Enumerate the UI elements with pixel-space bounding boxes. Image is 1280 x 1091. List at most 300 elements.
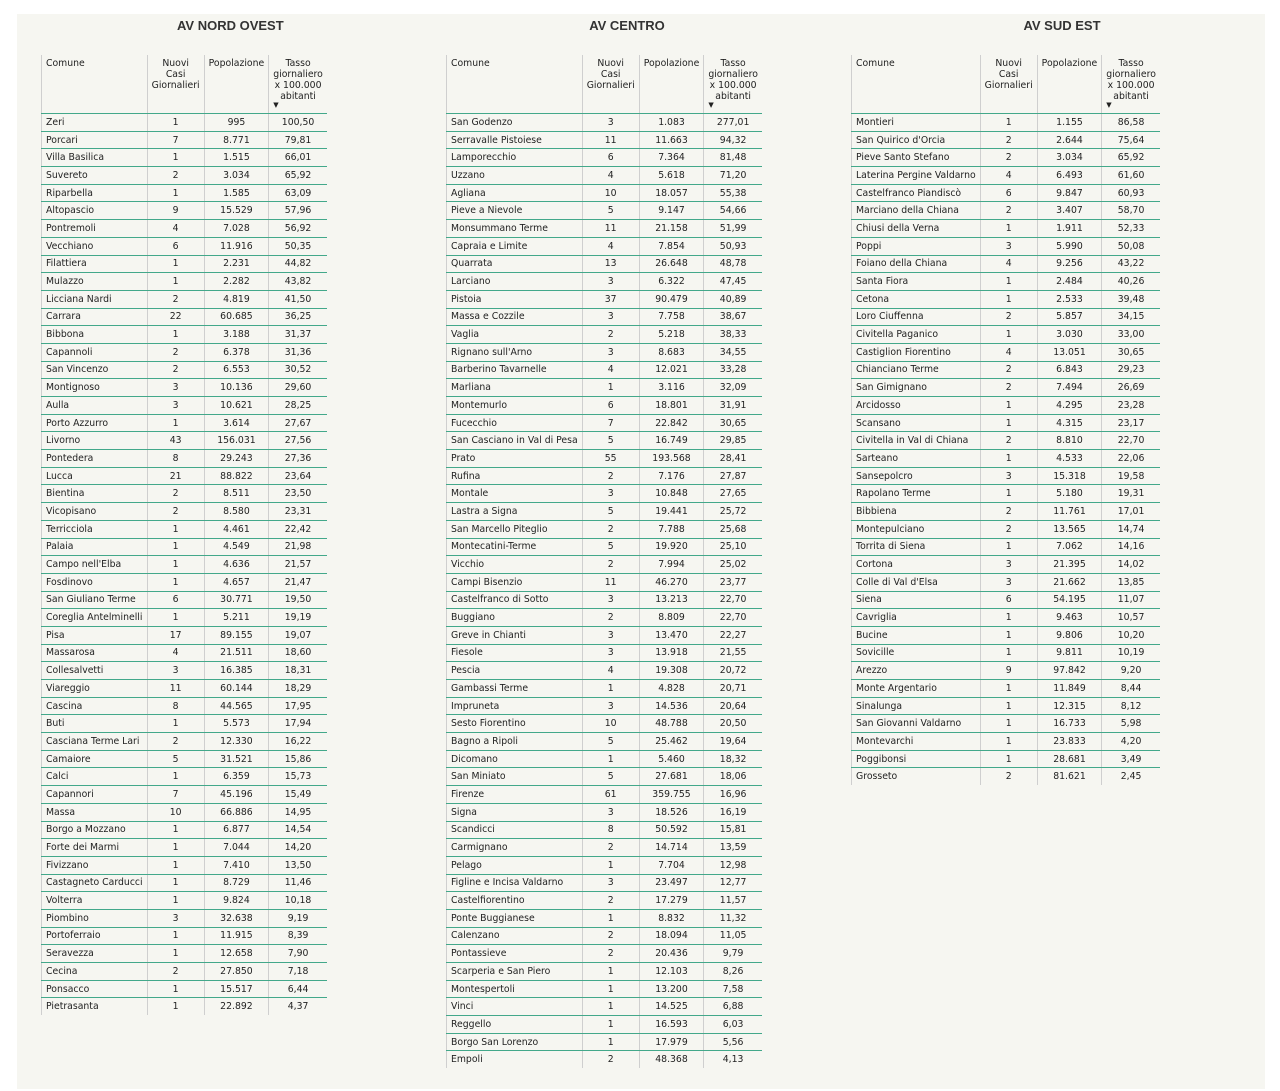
comune-cell: Barberino Tavarnelle xyxy=(447,361,583,379)
comune-cell: Montieri xyxy=(852,114,981,132)
table-row xyxy=(42,697,327,715)
popolazione-cell: 1.911 xyxy=(1037,220,1102,238)
comune-cell: Camaiore xyxy=(42,750,148,768)
tasso-cell: 13,85 xyxy=(1102,573,1160,591)
table-row xyxy=(852,573,1160,591)
nuovi-casi-cell: 9 xyxy=(980,662,1037,680)
nuovi-casi-cell: 2 xyxy=(582,520,639,538)
nuovi-casi-cell: 1 xyxy=(147,839,204,857)
nuovi-casi-cell: 1 xyxy=(980,220,1037,238)
tasso-cell: 43,82 xyxy=(269,273,327,291)
tasso-cell: 22,27 xyxy=(704,626,762,644)
nuovi-casi-cell: 11 xyxy=(582,131,639,149)
popolazione-cell: 5.460 xyxy=(639,750,704,768)
comune-cell: Montignoso xyxy=(42,379,148,397)
comune-cell: Siena xyxy=(852,591,981,609)
popolazione-cell: 3.030 xyxy=(1037,326,1102,344)
popolazione-cell: 18.801 xyxy=(639,397,704,415)
tasso-cell: 30,65 xyxy=(1102,343,1160,361)
comune-cell: Loro Ciuffenna xyxy=(852,308,981,326)
popolazione-cell: 4.636 xyxy=(204,556,269,574)
popolazione-cell: 8.683 xyxy=(639,343,704,361)
table-row xyxy=(42,273,327,291)
column-header-popolazione xyxy=(204,55,269,114)
tasso-cell: 14,95 xyxy=(269,803,327,821)
tasso-cell: 27,87 xyxy=(704,467,762,485)
nuovi-casi-cell: 3 xyxy=(582,485,639,503)
table-row xyxy=(447,485,762,503)
table-row xyxy=(852,273,1160,291)
comune-cell: Foiano della Chiana xyxy=(852,255,981,273)
table-row xyxy=(42,556,327,574)
table-row xyxy=(852,397,1160,415)
comune-cell: Arezzo xyxy=(852,662,981,680)
nuovi-casi-cell: 5 xyxy=(582,503,639,521)
tasso-cell: 86,58 xyxy=(1102,114,1160,132)
popolazione-cell: 9.147 xyxy=(639,202,704,220)
popolazione-cell: 19.441 xyxy=(639,503,704,521)
table-row xyxy=(852,167,1160,185)
popolazione-cell: 14.536 xyxy=(639,697,704,715)
nuovi-casi-cell: 1 xyxy=(147,538,204,556)
tasso-cell: 10,57 xyxy=(1102,609,1160,627)
tasso-cell: 19,19 xyxy=(269,609,327,627)
table-row xyxy=(42,963,327,981)
table-row xyxy=(447,680,762,698)
region-title: AV SUD EST xyxy=(1023,18,1101,33)
nuovi-casi-cell: 1 xyxy=(147,556,204,574)
nuovi-casi-cell: 1 xyxy=(980,609,1037,627)
comune-cell: Dicomano xyxy=(447,750,583,768)
sort-descending-icon[interactable]: ▼ xyxy=(1106,101,1112,109)
tasso-cell: 25,02 xyxy=(704,556,762,574)
tasso-cell: 5,98 xyxy=(1102,715,1160,733)
tasso-cell: 43,22 xyxy=(1102,255,1160,273)
table-row xyxy=(447,927,762,945)
comune-cell: Cecina xyxy=(42,963,148,981)
tasso-cell: 30,65 xyxy=(704,414,762,432)
nuovi-casi-cell: 2 xyxy=(147,733,204,751)
nuovi-casi-cell: 1 xyxy=(582,998,639,1016)
popolazione-cell: 27.850 xyxy=(204,963,269,981)
nuovi-casi-cell: 3 xyxy=(582,308,639,326)
nuovi-casi-cell: 1 xyxy=(147,821,204,839)
comune-cell: Altopascio xyxy=(42,202,148,220)
table-row xyxy=(447,379,762,397)
tasso-cell: 14,74 xyxy=(1102,520,1160,538)
popolazione-cell: 9.256 xyxy=(1037,255,1102,273)
tasso-cell: 33,00 xyxy=(1102,326,1160,344)
column-header-comune xyxy=(852,55,981,114)
comune-cell: Capraia e Limite xyxy=(447,237,583,255)
tasso-cell: 40,89 xyxy=(704,290,762,308)
sort-descending-icon[interactable]: ▼ xyxy=(273,101,279,109)
comune-cell: Pieve a Nievole xyxy=(447,202,583,220)
column-header-tasso[interactable] xyxy=(704,55,762,114)
tasso-cell: 27,67 xyxy=(269,414,327,432)
popolazione-cell: 15.517 xyxy=(204,980,269,998)
popolazione-cell: 8.771 xyxy=(204,131,269,149)
tasso-cell: 15,86 xyxy=(269,750,327,768)
nuovi-casi-cell: 17 xyxy=(147,626,204,644)
table-row xyxy=(42,998,327,1015)
comune-cell: Rapolano Terme xyxy=(852,485,981,503)
table-row xyxy=(852,343,1160,361)
popolazione-cell: 11.915 xyxy=(204,927,269,945)
nuovi-casi-cell: 2 xyxy=(980,379,1037,397)
comune-cell: Castelfiorentino xyxy=(447,892,583,910)
table-row xyxy=(42,414,327,432)
popolazione-cell: 2.282 xyxy=(204,273,269,291)
popolazione-cell: 7.062 xyxy=(1037,538,1102,556)
nuovi-casi-cell: 1 xyxy=(980,715,1037,733)
popolazione-cell: 50.592 xyxy=(639,821,704,839)
popolazione-cell: 3.188 xyxy=(204,326,269,344)
table-row xyxy=(42,450,327,468)
nuovi-casi-cell: 1 xyxy=(980,538,1037,556)
popolazione-cell: 6.322 xyxy=(639,273,704,291)
table-row xyxy=(447,414,762,432)
tasso-cell: 6,44 xyxy=(269,980,327,998)
tasso-cell: 29,85 xyxy=(704,432,762,450)
comune-cell: Calenzano xyxy=(447,927,583,945)
popolazione-cell: 20.436 xyxy=(639,945,704,963)
popolazione-cell: 32.638 xyxy=(204,909,269,927)
tasso-cell: 10,18 xyxy=(269,892,327,910)
comune-cell: Fivizzano xyxy=(42,856,148,874)
nuovi-casi-cell: 2 xyxy=(582,892,639,910)
comune-cell: Porcari xyxy=(42,131,148,149)
tasso-cell: 14,20 xyxy=(269,839,327,857)
table-row xyxy=(447,184,762,202)
popolazione-cell: 2.231 xyxy=(204,255,269,273)
table-row xyxy=(447,167,762,185)
nuovi-casi-cell: 3 xyxy=(582,644,639,662)
table-row xyxy=(42,538,327,556)
nuovi-casi-cell: 7 xyxy=(147,131,204,149)
nuovi-casi-cell: 2 xyxy=(582,945,639,963)
tasso-cell: 8,44 xyxy=(1102,680,1160,698)
comune-cell: San Casciano in Val di Pesa xyxy=(447,432,583,450)
nuovi-casi-cell: 1 xyxy=(980,450,1037,468)
popolazione-cell: 19.920 xyxy=(639,538,704,556)
comune-cell: Porto Azzurro xyxy=(42,414,148,432)
comune-cell: Empoli xyxy=(447,1051,583,1068)
tasso-cell: 14,16 xyxy=(1102,538,1160,556)
comune-cell: Cetona xyxy=(852,290,981,308)
table-row xyxy=(447,149,762,167)
table-row xyxy=(447,432,762,450)
table-row xyxy=(447,821,762,839)
nuovi-casi-cell: 1 xyxy=(147,768,204,786)
popolazione-cell: 8.729 xyxy=(204,874,269,892)
tasso-cell: 51,99 xyxy=(704,220,762,238)
comune-cell: Pisa xyxy=(42,626,148,644)
nuovi-casi-cell: 1 xyxy=(980,326,1037,344)
comune-cell: Greve in Chianti xyxy=(447,626,583,644)
table-row xyxy=(42,626,327,644)
popolazione-cell: 12.021 xyxy=(639,361,704,379)
popolazione-cell: 11.916 xyxy=(204,237,269,255)
tasso-cell: 10,20 xyxy=(1102,626,1160,644)
comune-cell: Scansano xyxy=(852,414,981,432)
popolazione-cell: 8.580 xyxy=(204,503,269,521)
comune-cell: Cortona xyxy=(852,556,981,574)
tasso-cell: 55,38 xyxy=(704,184,762,202)
table-row xyxy=(447,644,762,662)
tasso-cell: 11,57 xyxy=(704,892,762,910)
popolazione-cell: 10.848 xyxy=(639,485,704,503)
table-row xyxy=(852,237,1160,255)
popolazione-cell: 16.749 xyxy=(639,432,704,450)
tasso-cell: 7,58 xyxy=(704,980,762,998)
popolazione-cell: 81.621 xyxy=(1037,768,1102,785)
nuovi-casi-cell: 1 xyxy=(147,573,204,591)
comune-cell: Agliana xyxy=(447,184,583,202)
comune-cell: Laterina Pergine Valdarno xyxy=(852,167,981,185)
comune-cell: Signa xyxy=(447,803,583,821)
nuovi-casi-cell: 2 xyxy=(147,167,204,185)
nuovi-casi-cell: 1 xyxy=(147,326,204,344)
table-row xyxy=(852,131,1160,149)
table-row xyxy=(447,768,762,786)
table-row xyxy=(852,715,1160,733)
comune-cell: Vecchiano xyxy=(42,237,148,255)
tasso-cell: 11,07 xyxy=(1102,591,1160,609)
nuovi-casi-cell: 61 xyxy=(582,786,639,804)
tasso-cell: 25,72 xyxy=(704,503,762,521)
comune-cell: Larciano xyxy=(447,273,583,291)
comune-cell: Vicchio xyxy=(447,556,583,574)
comune-cell: Buti xyxy=(42,715,148,733)
column-header-popolazione xyxy=(639,55,704,114)
popolazione-cell: 4.819 xyxy=(204,290,269,308)
tasso-cell: 79,81 xyxy=(269,131,327,149)
popolazione-cell: 7.044 xyxy=(204,839,269,857)
nuovi-casi-cell: 5 xyxy=(582,733,639,751)
tasso-cell: 27,36 xyxy=(269,450,327,468)
comune-cell: Montevarchi xyxy=(852,733,981,751)
table-row xyxy=(852,114,1160,132)
popolazione-cell: 13.470 xyxy=(639,626,704,644)
tasso-cell: 16,19 xyxy=(704,803,762,821)
tasso-cell: 4,13 xyxy=(704,1051,762,1068)
table-row xyxy=(447,909,762,927)
popolazione-cell: 5.573 xyxy=(204,715,269,733)
nuovi-casi-cell: 4 xyxy=(980,167,1037,185)
comune-cell: Livorno xyxy=(42,432,148,450)
comune-cell: Licciana Nardi xyxy=(42,290,148,308)
popolazione-cell: 15.318 xyxy=(1037,467,1102,485)
comune-cell: Buggiano xyxy=(447,609,583,627)
nuovi-casi-cell: 2 xyxy=(147,485,204,503)
tasso-cell: 48,78 xyxy=(704,255,762,273)
comune-cell: San Marcello Piteglio xyxy=(447,520,583,538)
nuovi-casi-cell: 6 xyxy=(147,237,204,255)
tasso-cell: 17,01 xyxy=(1102,503,1160,521)
popolazione-cell: 29.243 xyxy=(204,450,269,468)
nuovi-casi-cell: 6 xyxy=(582,397,639,415)
nuovi-casi-cell: 4 xyxy=(582,167,639,185)
table-row xyxy=(447,874,762,892)
comune-cell: Ponte Buggianese xyxy=(447,909,583,927)
tasso-cell: 38,67 xyxy=(704,308,762,326)
column-header-label: Comune xyxy=(856,58,895,69)
table-row xyxy=(852,361,1160,379)
nuovi-casi-cell: 2 xyxy=(147,503,204,521)
nuovi-casi-cell: 8 xyxy=(147,697,204,715)
table-row xyxy=(852,503,1160,521)
tasso-cell: 277,01 xyxy=(704,114,762,132)
table-row xyxy=(447,538,762,556)
comune-cell: Pescia xyxy=(447,662,583,680)
nuovi-casi-cell: 9 xyxy=(147,202,204,220)
column-header-label: Comune xyxy=(451,58,490,69)
popolazione-cell: 1.515 xyxy=(204,149,269,167)
tasso-cell: 65,92 xyxy=(1102,149,1160,167)
nuovi-casi-cell: 2 xyxy=(980,131,1037,149)
table-row xyxy=(42,945,327,963)
nuovi-casi-cell: 1 xyxy=(147,149,204,167)
popolazione-cell: 7.994 xyxy=(639,556,704,574)
nuovi-casi-cell: 1 xyxy=(147,273,204,291)
tasso-cell: 18,31 xyxy=(269,662,327,680)
tasso-cell: 19,07 xyxy=(269,626,327,644)
table-row xyxy=(852,768,1160,785)
table-row xyxy=(852,255,1160,273)
nuovi-casi-cell: 2 xyxy=(582,326,639,344)
comune-cell: Pelago xyxy=(447,856,583,874)
tasso-cell: 28,25 xyxy=(269,397,327,415)
comune-cell: Pietrasanta xyxy=(42,998,148,1015)
popolazione-cell: 3.614 xyxy=(204,414,269,432)
comune-cell: Castiglion Fiorentino xyxy=(852,343,981,361)
table-row xyxy=(447,573,762,591)
comune-cell: Aulla xyxy=(42,397,148,415)
tasso-cell: 100,50 xyxy=(269,114,327,132)
popolazione-cell: 12.315 xyxy=(1037,697,1102,715)
comune-cell: Serravalle Pistoiese xyxy=(447,131,583,149)
popolazione-cell: 13.213 xyxy=(639,591,704,609)
popolazione-cell: 156.031 xyxy=(204,432,269,450)
comune-cell: Marciano della Chiana xyxy=(852,202,981,220)
nuovi-casi-cell: 5 xyxy=(582,432,639,450)
comune-cell: Casciana Terme Lari xyxy=(42,733,148,751)
table-row xyxy=(447,114,762,132)
column-header-nuovi xyxy=(980,55,1037,114)
nuovi-casi-cell: 13 xyxy=(582,255,639,273)
table-row xyxy=(42,184,327,202)
table-row xyxy=(42,379,327,397)
nuovi-casi-cell: 1 xyxy=(980,114,1037,132)
comune-cell: Lastra a Signa xyxy=(447,503,583,521)
nuovi-casi-cell: 1 xyxy=(980,644,1037,662)
column-header-comune xyxy=(447,55,583,114)
table-row xyxy=(42,856,327,874)
table-row xyxy=(42,927,327,945)
nuovi-casi-cell: 1 xyxy=(147,414,204,432)
tasso-cell: 13,50 xyxy=(269,856,327,874)
table-row xyxy=(852,591,1160,609)
tasso-cell: 23,64 xyxy=(269,467,327,485)
popolazione-cell: 6.877 xyxy=(204,821,269,839)
region-title: AV CENTRO xyxy=(589,18,665,33)
nuovi-casi-cell: 6 xyxy=(147,591,204,609)
tasso-cell: 36,25 xyxy=(269,308,327,326)
tasso-cell: 41,50 xyxy=(269,290,327,308)
sort-descending-icon[interactable]: ▼ xyxy=(708,101,714,109)
column-header-tasso[interactable] xyxy=(269,55,327,114)
nuovi-casi-cell: 1 xyxy=(147,892,204,910)
popolazione-cell: 21.158 xyxy=(639,220,704,238)
table-nord-ovest xyxy=(41,55,327,1015)
popolazione-cell: 10.621 xyxy=(204,397,269,415)
table-row xyxy=(852,184,1160,202)
column-header-tasso[interactable] xyxy=(1102,55,1160,114)
popolazione-cell: 17.279 xyxy=(639,892,704,910)
tasso-cell: 14,54 xyxy=(269,821,327,839)
tasso-cell: 26,69 xyxy=(1102,379,1160,397)
table-row xyxy=(447,803,762,821)
tasso-cell: 57,96 xyxy=(269,202,327,220)
comune-cell: Torrita di Siena xyxy=(852,538,981,556)
nuovi-casi-cell: 1 xyxy=(980,397,1037,415)
popolazione-cell: 7.758 xyxy=(639,308,704,326)
popolazione-cell: 9.463 xyxy=(1037,609,1102,627)
popolazione-cell: 18.057 xyxy=(639,184,704,202)
comune-cell: Cascina xyxy=(42,697,148,715)
table-row xyxy=(447,131,762,149)
table-row xyxy=(447,326,762,344)
nuovi-casi-cell: 2 xyxy=(980,503,1037,521)
nuovi-casi-cell: 5 xyxy=(582,538,639,556)
comune-cell: Arcidosso xyxy=(852,397,981,415)
popolazione-cell: 2.484 xyxy=(1037,273,1102,291)
comune-cell: Vaglia xyxy=(447,326,583,344)
tasso-cell: 14,02 xyxy=(1102,556,1160,574)
popolazione-cell: 6.359 xyxy=(204,768,269,786)
tasso-cell: 94,32 xyxy=(704,131,762,149)
nuovi-casi-cell: 1 xyxy=(980,290,1037,308)
tasso-cell: 22,06 xyxy=(1102,450,1160,468)
comune-cell: Borgo a Mozzano xyxy=(42,821,148,839)
nuovi-casi-cell: 3 xyxy=(582,626,639,644)
comune-cell: San Giovanni Valdarno xyxy=(852,715,981,733)
comune-cell: Sansepolcro xyxy=(852,467,981,485)
column-header-nuovi xyxy=(147,55,204,114)
table-row xyxy=(447,715,762,733)
nuovi-casi-cell: 2 xyxy=(147,963,204,981)
table-row xyxy=(42,326,327,344)
popolazione-cell: 16.593 xyxy=(639,1016,704,1034)
tasso-cell: 60,93 xyxy=(1102,184,1160,202)
tasso-cell: 15,49 xyxy=(269,786,327,804)
tasso-cell: 21,55 xyxy=(704,644,762,662)
nuovi-casi-cell: 1 xyxy=(147,520,204,538)
table-row xyxy=(42,892,327,910)
popolazione-cell: 15.529 xyxy=(204,202,269,220)
nuovi-casi-cell: 1 xyxy=(582,909,639,927)
table-row xyxy=(852,733,1160,751)
nuovi-casi-cell: 3 xyxy=(582,114,639,132)
comune-cell: Prato xyxy=(447,450,583,468)
table-row xyxy=(852,202,1160,220)
popolazione-cell: 13.918 xyxy=(639,644,704,662)
comune-cell: Montale xyxy=(447,485,583,503)
tasso-cell: 25,10 xyxy=(704,538,762,556)
popolazione-cell: 8.832 xyxy=(639,909,704,927)
tasso-cell: 19,50 xyxy=(269,591,327,609)
